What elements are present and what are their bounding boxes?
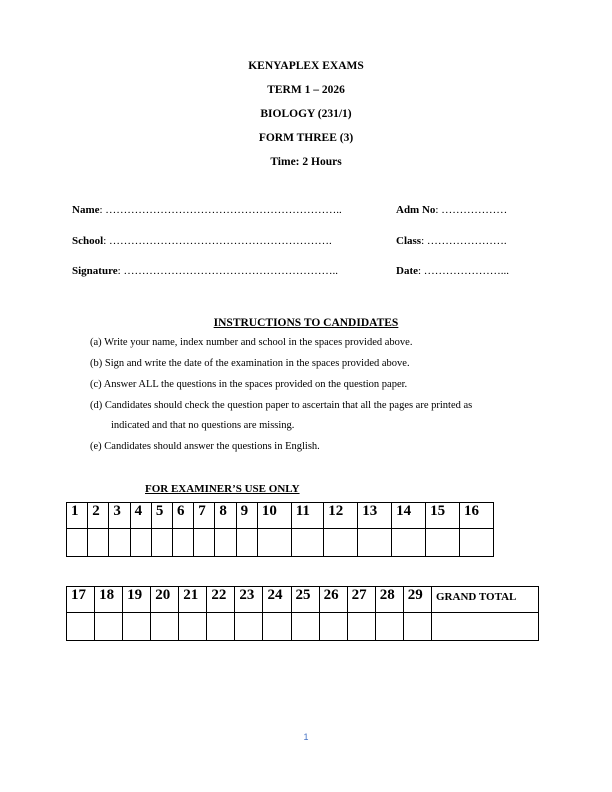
question-number-header: 29 <box>403 587 431 613</box>
question-number-header: 18 <box>95 587 123 613</box>
org-title: KENYAPLEX EXAMS <box>248 60 364 72</box>
adm-label: Adm No <box>396 204 436 216</box>
question-number-header: 5 <box>151 503 172 529</box>
question-number-header: 3 <box>109 503 130 529</box>
term: TERM 1 – 2026 <box>267 84 345 96</box>
question-number-header: 6 <box>173 503 194 529</box>
instruction-item: (e) Candidates should answer the questions in English. <box>90 441 320 452</box>
grand-total-cell[interactable] <box>432 613 539 641</box>
question-number-header: 27 <box>347 587 375 613</box>
subject: BIOLOGY (231/1) <box>260 108 352 120</box>
class-label: Class <box>396 235 422 247</box>
name-label: Name <box>72 204 100 216</box>
question-number-header: 2 <box>88 503 109 529</box>
question-number-header: 7 <box>194 503 215 529</box>
class-field[interactable] <box>396 235 507 247</box>
score-cell[interactable] <box>215 529 236 557</box>
score-cell[interactable] <box>324 529 358 557</box>
question-number-header: 14 <box>392 503 426 529</box>
date-label: Date <box>396 265 418 277</box>
score-cell[interactable] <box>459 529 493 557</box>
score-cell[interactable] <box>109 529 130 557</box>
instruction-item: (d) Candidates should check the question paper to ascertain that all the pages are printed as <box>90 400 473 411</box>
score-cell[interactable] <box>319 613 347 641</box>
question-number-header: 26 <box>319 587 347 613</box>
score-cell[interactable] <box>173 529 194 557</box>
question-number-header: 10 <box>257 503 291 529</box>
score-cell[interactable] <box>263 613 291 641</box>
question-number-header: 20 <box>151 587 179 613</box>
question-number-header: 4 <box>130 503 151 529</box>
score-cell[interactable] <box>207 613 235 641</box>
instructions-title: INSTRUCTIONS TO CANDIDATES <box>213 317 399 329</box>
question-number-header: 16 <box>459 503 493 529</box>
question-number-header: 21 <box>179 587 207 613</box>
score-cell[interactable] <box>257 529 291 557</box>
signature-blank[interactable]: : ………………………………………………….. <box>117 265 338 277</box>
school-blank[interactable]: : ……………………………………………………. <box>103 235 332 247</box>
instruction-item: (c) Answer ALL the questions in the spaces provided on the question paper. <box>90 379 408 390</box>
score-cell[interactable] <box>88 529 109 557</box>
score-cell[interactable] <box>392 529 426 557</box>
score-cell[interactable] <box>151 529 172 557</box>
score-cell[interactable] <box>236 529 257 557</box>
score-cell[interactable] <box>95 613 123 641</box>
question-number-header: 28 <box>375 587 403 613</box>
question-number-header: 12 <box>324 503 358 529</box>
question-number-header: 22 <box>207 587 235 613</box>
question-number-header: 8 <box>215 503 236 529</box>
score-cell[interactable] <box>194 529 215 557</box>
question-number-header: 23 <box>235 587 263 613</box>
question-number-header: 19 <box>123 587 151 613</box>
score-cell[interactable] <box>291 613 319 641</box>
score-cell[interactable] <box>403 613 431 641</box>
time: Time: 2 Hours <box>270 156 342 168</box>
question-number-header: 11 <box>291 503 324 529</box>
question-number-header: 13 <box>358 503 392 529</box>
instruction-item: (b) Sign and write the date of the examination in the spaces provided above. <box>90 358 410 369</box>
date-blank[interactable]: : …………………... <box>418 265 510 277</box>
score-cell[interactable] <box>347 613 375 641</box>
score-cell[interactable] <box>67 613 95 641</box>
question-number-header: 15 <box>426 503 460 529</box>
instruction-item: indicated and that no questions are missing. <box>90 420 295 431</box>
question-number-header: 9 <box>236 503 257 529</box>
score-cell[interactable] <box>235 613 263 641</box>
score-cell[interactable] <box>426 529 460 557</box>
form: FORM THREE (3) <box>258 132 354 144</box>
name-field[interactable] <box>72 204 342 216</box>
score-cell[interactable] <box>179 613 207 641</box>
grand-total-header: GRAND TOTAL <box>432 587 539 613</box>
score-cell[interactable] <box>375 613 403 641</box>
question-number-header: 1 <box>67 503 88 529</box>
score-cell[interactable] <box>291 529 324 557</box>
question-number-header: 17 <box>67 587 95 613</box>
score-cell[interactable] <box>130 529 151 557</box>
school-label: School <box>72 235 104 247</box>
name-blank[interactable]: : ……………………………………………………….. <box>99 204 342 216</box>
signature-field[interactable] <box>72 265 338 277</box>
adm-field[interactable] <box>396 204 507 216</box>
examiner-title: FOR EXAMINER’S USE ONLY <box>145 483 300 495</box>
adm-blank[interactable]: : ……………… <box>435 204 508 216</box>
class-blank[interactable]: : …………………. <box>421 235 507 247</box>
score-table-2 <box>66 586 539 641</box>
signature-label: Signature <box>72 265 118 277</box>
score-cell[interactable] <box>151 613 179 641</box>
score-cell[interactable] <box>123 613 151 641</box>
school-field[interactable] <box>72 235 332 247</box>
score-table-1 <box>66 502 494 557</box>
question-number-header: 24 <box>263 587 291 613</box>
date-field[interactable] <box>396 265 509 277</box>
question-number-header: 25 <box>291 587 319 613</box>
score-cell[interactable] <box>358 529 392 557</box>
score-cell[interactable] <box>67 529 88 557</box>
instruction-item: (a) Write your name, index number and school in the spaces provided above. <box>90 337 413 348</box>
page-number: 1 <box>303 732 309 742</box>
